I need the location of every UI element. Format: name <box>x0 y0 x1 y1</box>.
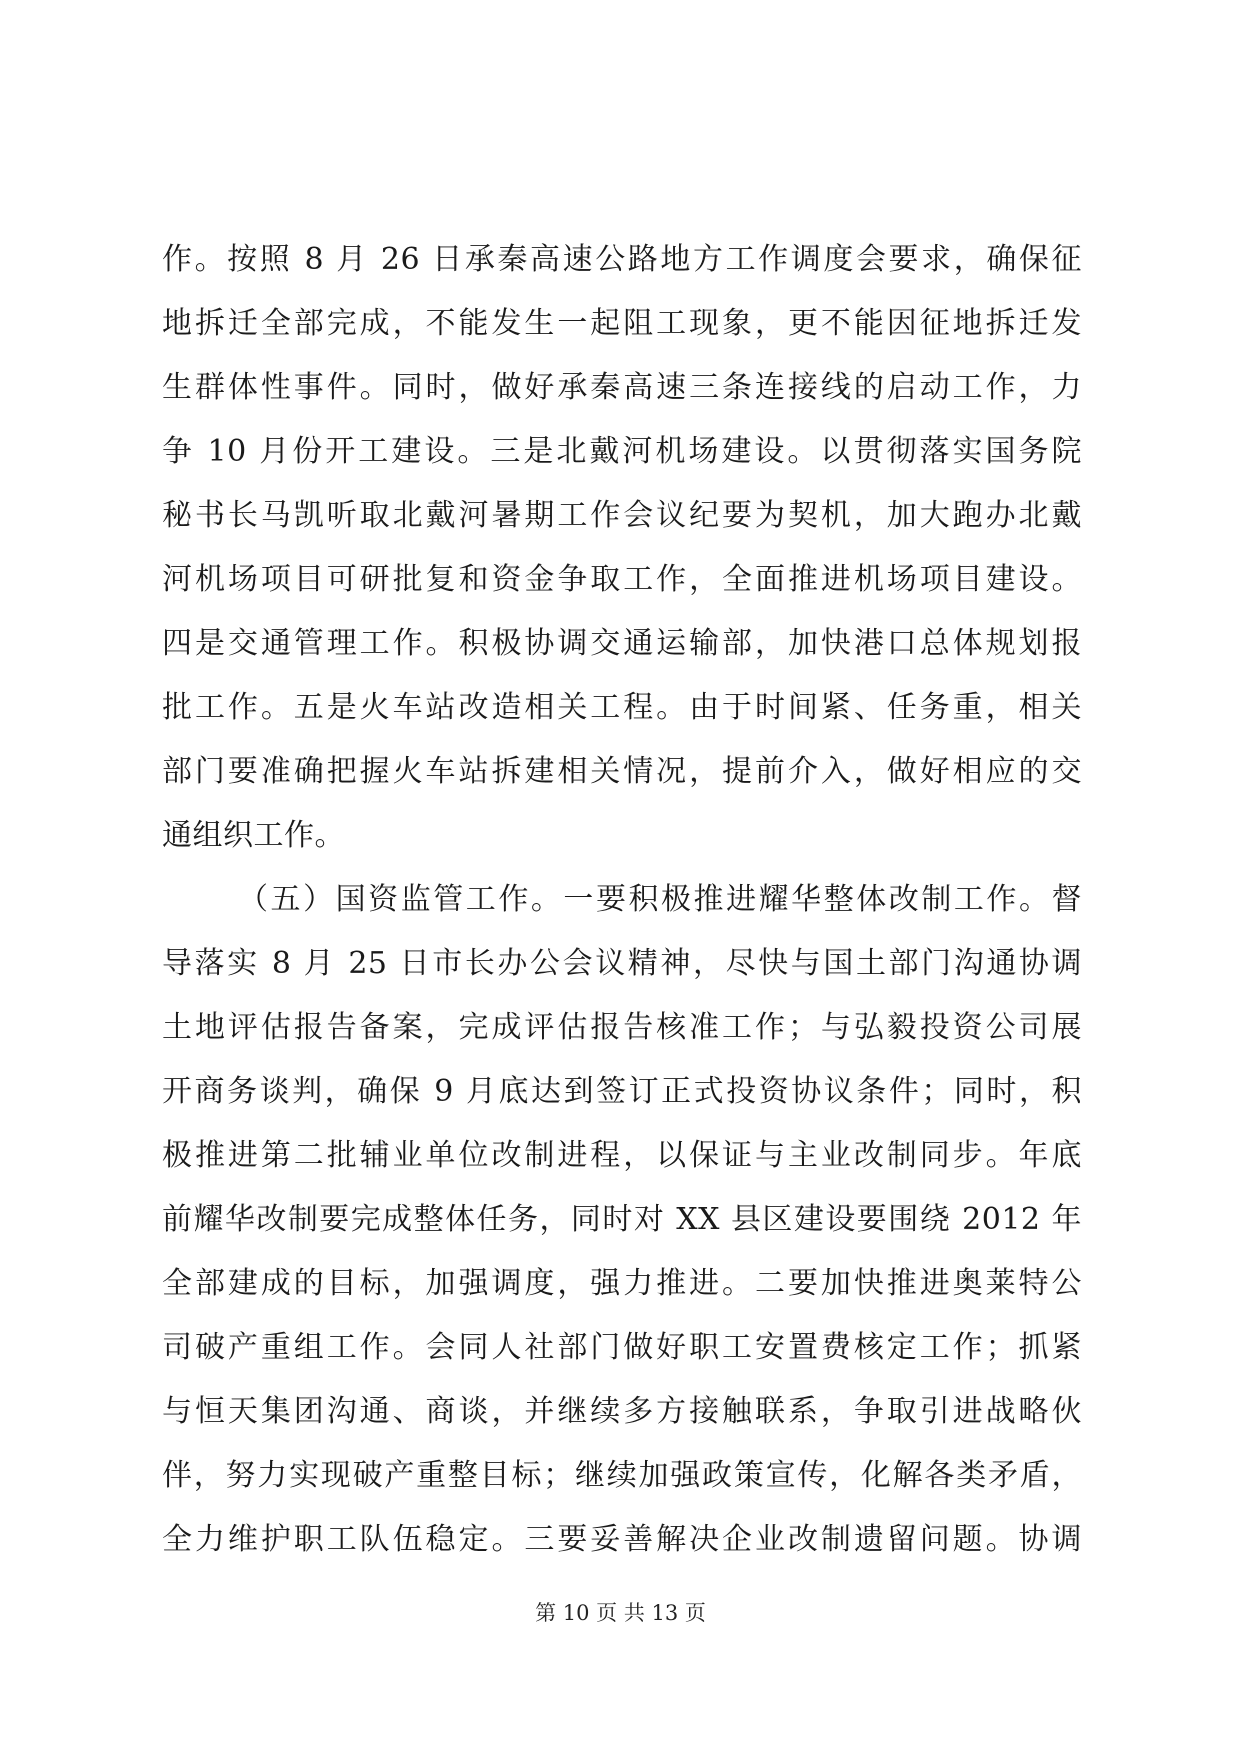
page-number-footer: 第 10 页 共 13 页 <box>535 1601 706 1625</box>
text-line: 开商务谈判，确保 9 月底达到签订正式投资协议条件；同时，积 <box>162 1074 1082 1109</box>
text-line: 土地评估报告备案，完成评估报告核准工作；与弘毅投资公司展 <box>162 1010 1082 1045</box>
text-line: 全部建成的目标，加强调度，强力推进。二要加快推进奥莱特公 <box>162 1266 1082 1301</box>
text-line: 极推进第二批辅业单位改制进程，以保证与主业改制同步。年底 <box>162 1138 1082 1173</box>
text-line: 司破产重组工作。会同人社部门做好职工安置费核定工作；抓紧 <box>162 1330 1082 1365</box>
text-line: 导落实 8 月 25 日市长办公会议精神，尽快与国土部门沟通协调 <box>162 946 1082 981</box>
text-line: 与恒天集团沟通、商谈，并继续多方接触联系，争取引进战略伙 <box>162 1394 1082 1429</box>
text-line: （五）国资监管工作。一要积极推进耀华整体改制工作。督 <box>238 882 1082 917</box>
text-line: 前耀华改制要完成整体任务，同时对 XX 县区建设要围绕 2012 年 <box>162 1202 1082 1237</box>
text-line: 作。按照 8 月 26 日承秦高速公路地方工作调度会要求，确保征 <box>162 242 1082 277</box>
text-line: 生群体性事件。同时，做好承秦高速三条连接线的启动工作，力 <box>162 370 1082 405</box>
text-line: 四是交通管理工作。积极协调交通运输部，加快港口总体规划报 <box>162 626 1082 661</box>
text-line: 部门要准确把握火车站拆建相关情况，提前介入，做好相应的交 <box>162 754 1082 789</box>
text-line: 争 10 月份开工建设。三是北戴河机场建设。以贯彻落实国务院 <box>162 434 1082 469</box>
paragraph-1 <box>162 228 1082 868</box>
text-line: 伴，努力实现破产重整目标；继续加强政策宣传，化解各类矛盾， <box>162 1458 1082 1493</box>
document-body <box>162 228 1082 1572</box>
text-line: 全力维护职工队伍稳定。三要妥善解决企业改制遗留问题。协调 <box>162 1522 1082 1557</box>
text-line: 地拆迁全部完成，不能发生一起阻工现象，更不能因征地拆迁发 <box>162 306 1082 341</box>
text-line: 秘书长马凯听取北戴河暑期工作会议纪要为契机，加大跑办北戴 <box>162 498 1082 533</box>
text-line: 通组织工作。 <box>162 818 345 853</box>
text-line: 河机场项目可研批复和资金争取工作，全面推进机场项目建设。 <box>162 562 1082 597</box>
text-line: 批工作。五是火车站改造相关工程。由于时间紧、任务重，相关 <box>162 690 1082 725</box>
paragraph-2 <box>162 868 1082 1572</box>
